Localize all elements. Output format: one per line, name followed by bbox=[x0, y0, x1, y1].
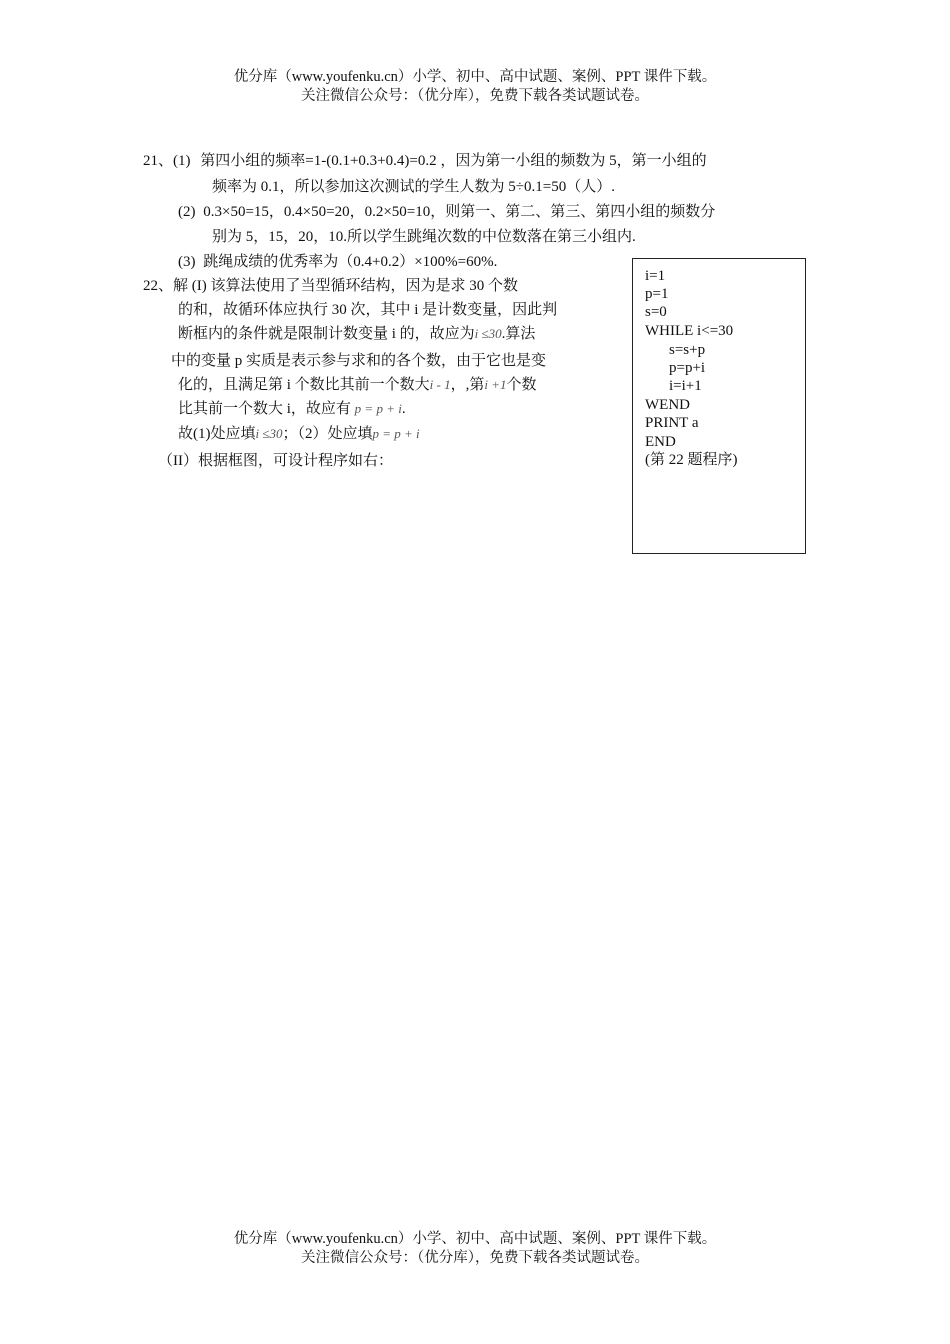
program-line-3: s=0 bbox=[645, 304, 667, 320]
program-line-8: WEND bbox=[645, 397, 690, 413]
program-line-9: PRINT a bbox=[645, 415, 699, 431]
q22-text-6a: 比其前一个数大 i，故应有 bbox=[178, 401, 351, 417]
q22-number: 22、 bbox=[143, 278, 174, 294]
program-box bbox=[632, 258, 806, 554]
q21-line-4: 别为 5，15，20，10.所以学生跳绳次数的中位数落在第三小组内. bbox=[212, 229, 636, 245]
q21-part1-mark: (1) bbox=[173, 153, 191, 169]
q22-text-5a: 化的，且满足第 i 个数比其前一个数大 bbox=[178, 377, 430, 393]
program-line-6: p=p+i bbox=[669, 360, 706, 376]
program-line-4: WHILE i<=30 bbox=[645, 323, 734, 339]
q21-part3-mark: (3) bbox=[178, 254, 196, 270]
q22-line-3 bbox=[178, 324, 535, 344]
q22-text-1: 解 (I) 该算法使用了当型循环结构，因为是求 30 个数 bbox=[173, 278, 519, 294]
q22-line-8: （II）根据框图，可设计程序如右： bbox=[158, 453, 393, 469]
q22-text-7b: ；（2）处应填 bbox=[282, 426, 373, 442]
math-fill-2: p = p + i bbox=[372, 426, 420, 441]
q22-text-3a: 断框内的条件就是限制计数变量 i 的，故应为 bbox=[178, 326, 475, 342]
q21-part3-text: 跳绳成绩的优秀率为（0.4+0.2）×100%=60%. bbox=[203, 254, 498, 270]
footer-line-2: 关注微信公众号：（优分库），免费下载各类试题试卷。 bbox=[301, 1250, 649, 1266]
q22-line-7 bbox=[178, 424, 420, 444]
math-fill-1: i ≤30 bbox=[255, 426, 283, 441]
q21-part1-text-1: 第四小组的频率=1-(0.1+0.3+0.4)=0.2 ，因为第一小组的频数为 5，第一小组的 bbox=[200, 153, 707, 169]
math-p-update: p = p + i bbox=[354, 401, 402, 416]
q22-line-6 bbox=[178, 399, 406, 419]
program-line-5: s=s+p bbox=[669, 342, 706, 358]
math-condition: i ≤30 bbox=[474, 326, 502, 341]
q21-line-3 bbox=[178, 202, 715, 222]
page-footer bbox=[0, 1230, 950, 1268]
page-header bbox=[0, 68, 950, 106]
program-line-10: END bbox=[645, 434, 676, 450]
program-line-7: i=i+1 bbox=[669, 378, 702, 394]
math-i-plus-1: i +1 bbox=[484, 377, 507, 392]
q22-text-5c: 个数 bbox=[506, 377, 537, 393]
math-i-minus-1: i - 1 bbox=[429, 377, 451, 392]
program-line-1: i=1 bbox=[645, 268, 666, 284]
header-line-1: 优分库（www.youfenku.cn）小学、初中、高中试题、案例、PPT 课件下载。 bbox=[233, 69, 717, 85]
q21-line-2: 频率为 0.1，所以参加这次测试的学生人数为 5÷0.1=50（人）. bbox=[212, 179, 615, 195]
q21-number: 21、 bbox=[143, 153, 174, 169]
q22-text-6b: . bbox=[401, 401, 406, 417]
program-line-2: p=1 bbox=[645, 286, 669, 302]
footer-line-1: 优分库（www.youfenku.cn）小学、初中、高中试题、案例、PPT 课件下载。 bbox=[233, 1231, 717, 1247]
q21-part2-mark: (2) bbox=[178, 204, 196, 220]
q22-line-2: 的和，故循环体应执行 30 次，其中 i 是计数变量，因此判 bbox=[178, 302, 558, 318]
q22-line-4: 中的变量 p 实质是表示参与求和的各个数，由于它也是变 bbox=[171, 353, 547, 369]
program-caption: (第 22 题程序) bbox=[645, 452, 738, 468]
q21-part2-text-1: 0.3×50=15，0.4×50=20，0.2×50=10，则第一、第二、第三、第四小组的频数分 bbox=[203, 204, 716, 220]
q22-text-3b: .算法 bbox=[501, 326, 536, 342]
q22-text-5b: ，,第 bbox=[450, 377, 485, 393]
q22-text-7a: 故(1)处应填 bbox=[178, 426, 256, 442]
q22-line-5 bbox=[178, 375, 537, 395]
header-line-2: 关注微信公众号：（优分库），免费下载各类试题试卷。 bbox=[301, 88, 649, 104]
q21-line-5 bbox=[178, 252, 497, 272]
q21-line-1 bbox=[143, 151, 707, 171]
q22-line-1 bbox=[143, 276, 518, 296]
